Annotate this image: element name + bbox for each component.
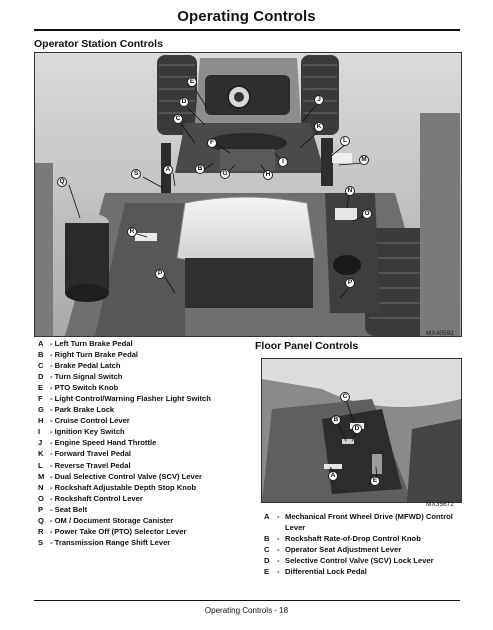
legend-key: G	[38, 405, 44, 415]
legend-text: Seat Belt	[54, 504, 88, 514]
operator-station-photo	[34, 52, 462, 337]
callout-label: N	[345, 186, 355, 196]
legend-text: Dual Selective Control Valve (SCV) Lever	[54, 471, 202, 481]
legend-item: M - Dual Selective Control Valve (SCV) Lever	[38, 471, 202, 481]
callout-label: D	[352, 424, 362, 434]
callout-label: K	[314, 122, 324, 132]
callout-label: P	[345, 278, 355, 288]
legend-key: P	[38, 504, 44, 514]
legend-item: A - Left Turn Brake Pedal	[38, 339, 133, 348]
legend-item: N - Rockshaft Adjustable Depth Stop Knob	[38, 482, 197, 492]
floor-panel-legend	[264, 511, 460, 577]
legend-key: E	[264, 567, 270, 577]
legend-item: Q - OM / Document Storage Canister	[38, 515, 174, 525]
legend-text: Engine Speed Hand Throttle	[54, 438, 157, 448]
legend-text: Transmission Range Shift Lever	[54, 537, 171, 547]
legend-text: Operator Seat Adjustment Lever	[285, 545, 402, 555]
legend-item: K - Forward Travel Pedal	[38, 449, 132, 459]
legend-key: I	[38, 427, 41, 437]
legend-item: H - Cruise Control Lever	[38, 416, 130, 426]
legend-item: B - Right Turn Brake Pedal	[38, 350, 139, 360]
legend-item: O - Rockshaft Control Lever	[38, 493, 143, 503]
section-title-operator-station: Operator Station Controls	[34, 38, 163, 50]
legend-text: Right Turn Brake Pedal	[54, 350, 139, 360]
callout-label: C	[173, 114, 183, 124]
operator-station-illustration	[35, 53, 461, 336]
legend-key: S	[38, 537, 44, 547]
callout-label: P	[155, 269, 165, 279]
legend-text: Forward Travel Pedal	[54, 449, 132, 459]
legend-item: P - Seat Belt	[38, 504, 88, 514]
legend-key: M	[38, 471, 45, 481]
legend-text: Cruise Control Lever	[54, 416, 130, 426]
callout-label: I	[278, 157, 288, 167]
callout-label: E	[370, 476, 380, 486]
legend-item: G - Park Brake Lock	[38, 405, 115, 415]
operator-station-legend	[38, 338, 211, 548]
legend-text: Power Take Off (PTO) Selector Lever	[54, 526, 187, 536]
legend-text: Light Control/Warning Flasher Light Switch	[54, 394, 211, 404]
legend-key: N	[38, 482, 44, 492]
callout-label: F	[207, 138, 217, 148]
callout-label: D	[179, 97, 189, 107]
legend-key: J	[38, 438, 43, 448]
legend-key: Q	[38, 515, 44, 525]
legend-item: C - Brake Pedal Latch	[38, 361, 121, 371]
legend-item: D - Selective Control Valve (SCV) Lock Lever	[264, 556, 434, 566]
legend-text: Selective Control Valve (SCV) Lock Lever	[285, 556, 434, 566]
callout-label: G	[220, 169, 230, 179]
callout-label: H	[263, 170, 273, 180]
callout-label: B	[195, 164, 205, 174]
callout-label: O	[362, 209, 372, 219]
legend-key: D	[38, 372, 44, 382]
legend-text: Park Brake Lock	[54, 405, 115, 415]
legend-text: Rockshaft Adjustable Depth Stop Knob	[54, 482, 197, 492]
legend-key: L	[38, 460, 43, 470]
callout-label: L	[340, 136, 350, 146]
legend-item: F - Light Control/Warning Flasher Light Switch	[38, 394, 211, 404]
legend-key: O	[38, 493, 44, 503]
legend-key: C	[264, 545, 270, 555]
callout-label: R	[127, 227, 137, 237]
legend-item: J - Engine Speed Hand Throttle	[38, 438, 157, 448]
footer-rule	[34, 600, 460, 601]
legend-item: R - Power Take Off (PTO) Selector Lever	[38, 526, 187, 536]
legend-key: F	[38, 394, 43, 404]
figure-id: MX40592	[426, 330, 454, 337]
legend-item: D - Turn Signal Switch	[38, 372, 123, 382]
legend-key: A	[38, 339, 44, 348]
legend-item: E - PTO Switch Knob	[38, 383, 119, 393]
callout-label: J	[314, 95, 324, 105]
legend-item: C - Operator Seat Adjustment Lever	[264, 545, 402, 555]
legend-key: A	[264, 512, 270, 521]
callout-label: E	[187, 77, 197, 87]
page-footer: Operating Controls - 18	[204, 606, 289, 615]
callout-label: C	[340, 392, 350, 402]
legend-key: C	[38, 361, 44, 371]
legend-item: S - Transmission Range Shift Lever	[38, 537, 171, 547]
callout-label: B	[331, 415, 341, 425]
legend-key: H	[38, 416, 44, 426]
callout-label: M	[359, 155, 369, 165]
legend-item: A - Mechanical Front Wheel Drive (MFWD) Control Lever	[264, 511, 460, 533]
legend-text: Ignition Key Switch	[54, 427, 125, 437]
legend-text: Mechanical Front Wheel Drive (MFWD) Control Lever	[285, 512, 453, 533]
callout-label: S	[131, 169, 141, 179]
legend-key: B	[264, 534, 270, 544]
legend-text: Brake Pedal Latch	[54, 361, 121, 371]
legend-text: Rockshaft Control Lever	[54, 493, 143, 503]
legend-key: K	[38, 449, 44, 459]
legend-text: Differential Lock Pedal	[285, 567, 367, 577]
title-rule	[34, 29, 460, 31]
legend-key: B	[38, 350, 44, 360]
legend-text: OM / Document Storage Canister	[54, 515, 174, 525]
legend-item: B - Rockshaft Rate-of-Drop Control Knob	[264, 534, 421, 544]
legend-text: Turn Signal Switch	[54, 372, 123, 382]
legend-text: Left Turn Brake Pedal	[54, 339, 133, 348]
legend-text: Rockshaft Rate-of-Drop Control Knob	[285, 534, 421, 544]
page-title: Operating Controls	[177, 8, 316, 25]
legend-key: D	[264, 556, 270, 566]
floor-panel-photo	[261, 358, 462, 503]
legend-text: PTO Switch Knob	[54, 383, 119, 393]
section-title-floor-panel: Floor Panel Controls	[255, 340, 359, 352]
legend-key: R	[38, 526, 44, 536]
legend-item: E - Differential Lock Pedal	[264, 567, 367, 577]
legend-text: Reverse Travel Pedal	[54, 460, 131, 470]
figure-id: MX35672	[426, 501, 454, 508]
legend-key: E	[38, 383, 44, 393]
legend-item: I - Ignition Key Switch	[38, 427, 125, 437]
callout-label: Q	[57, 177, 67, 187]
callout-label: A	[328, 471, 338, 481]
legend-item: L - Reverse Travel Pedal	[38, 460, 131, 470]
callout-label: A	[163, 165, 173, 175]
